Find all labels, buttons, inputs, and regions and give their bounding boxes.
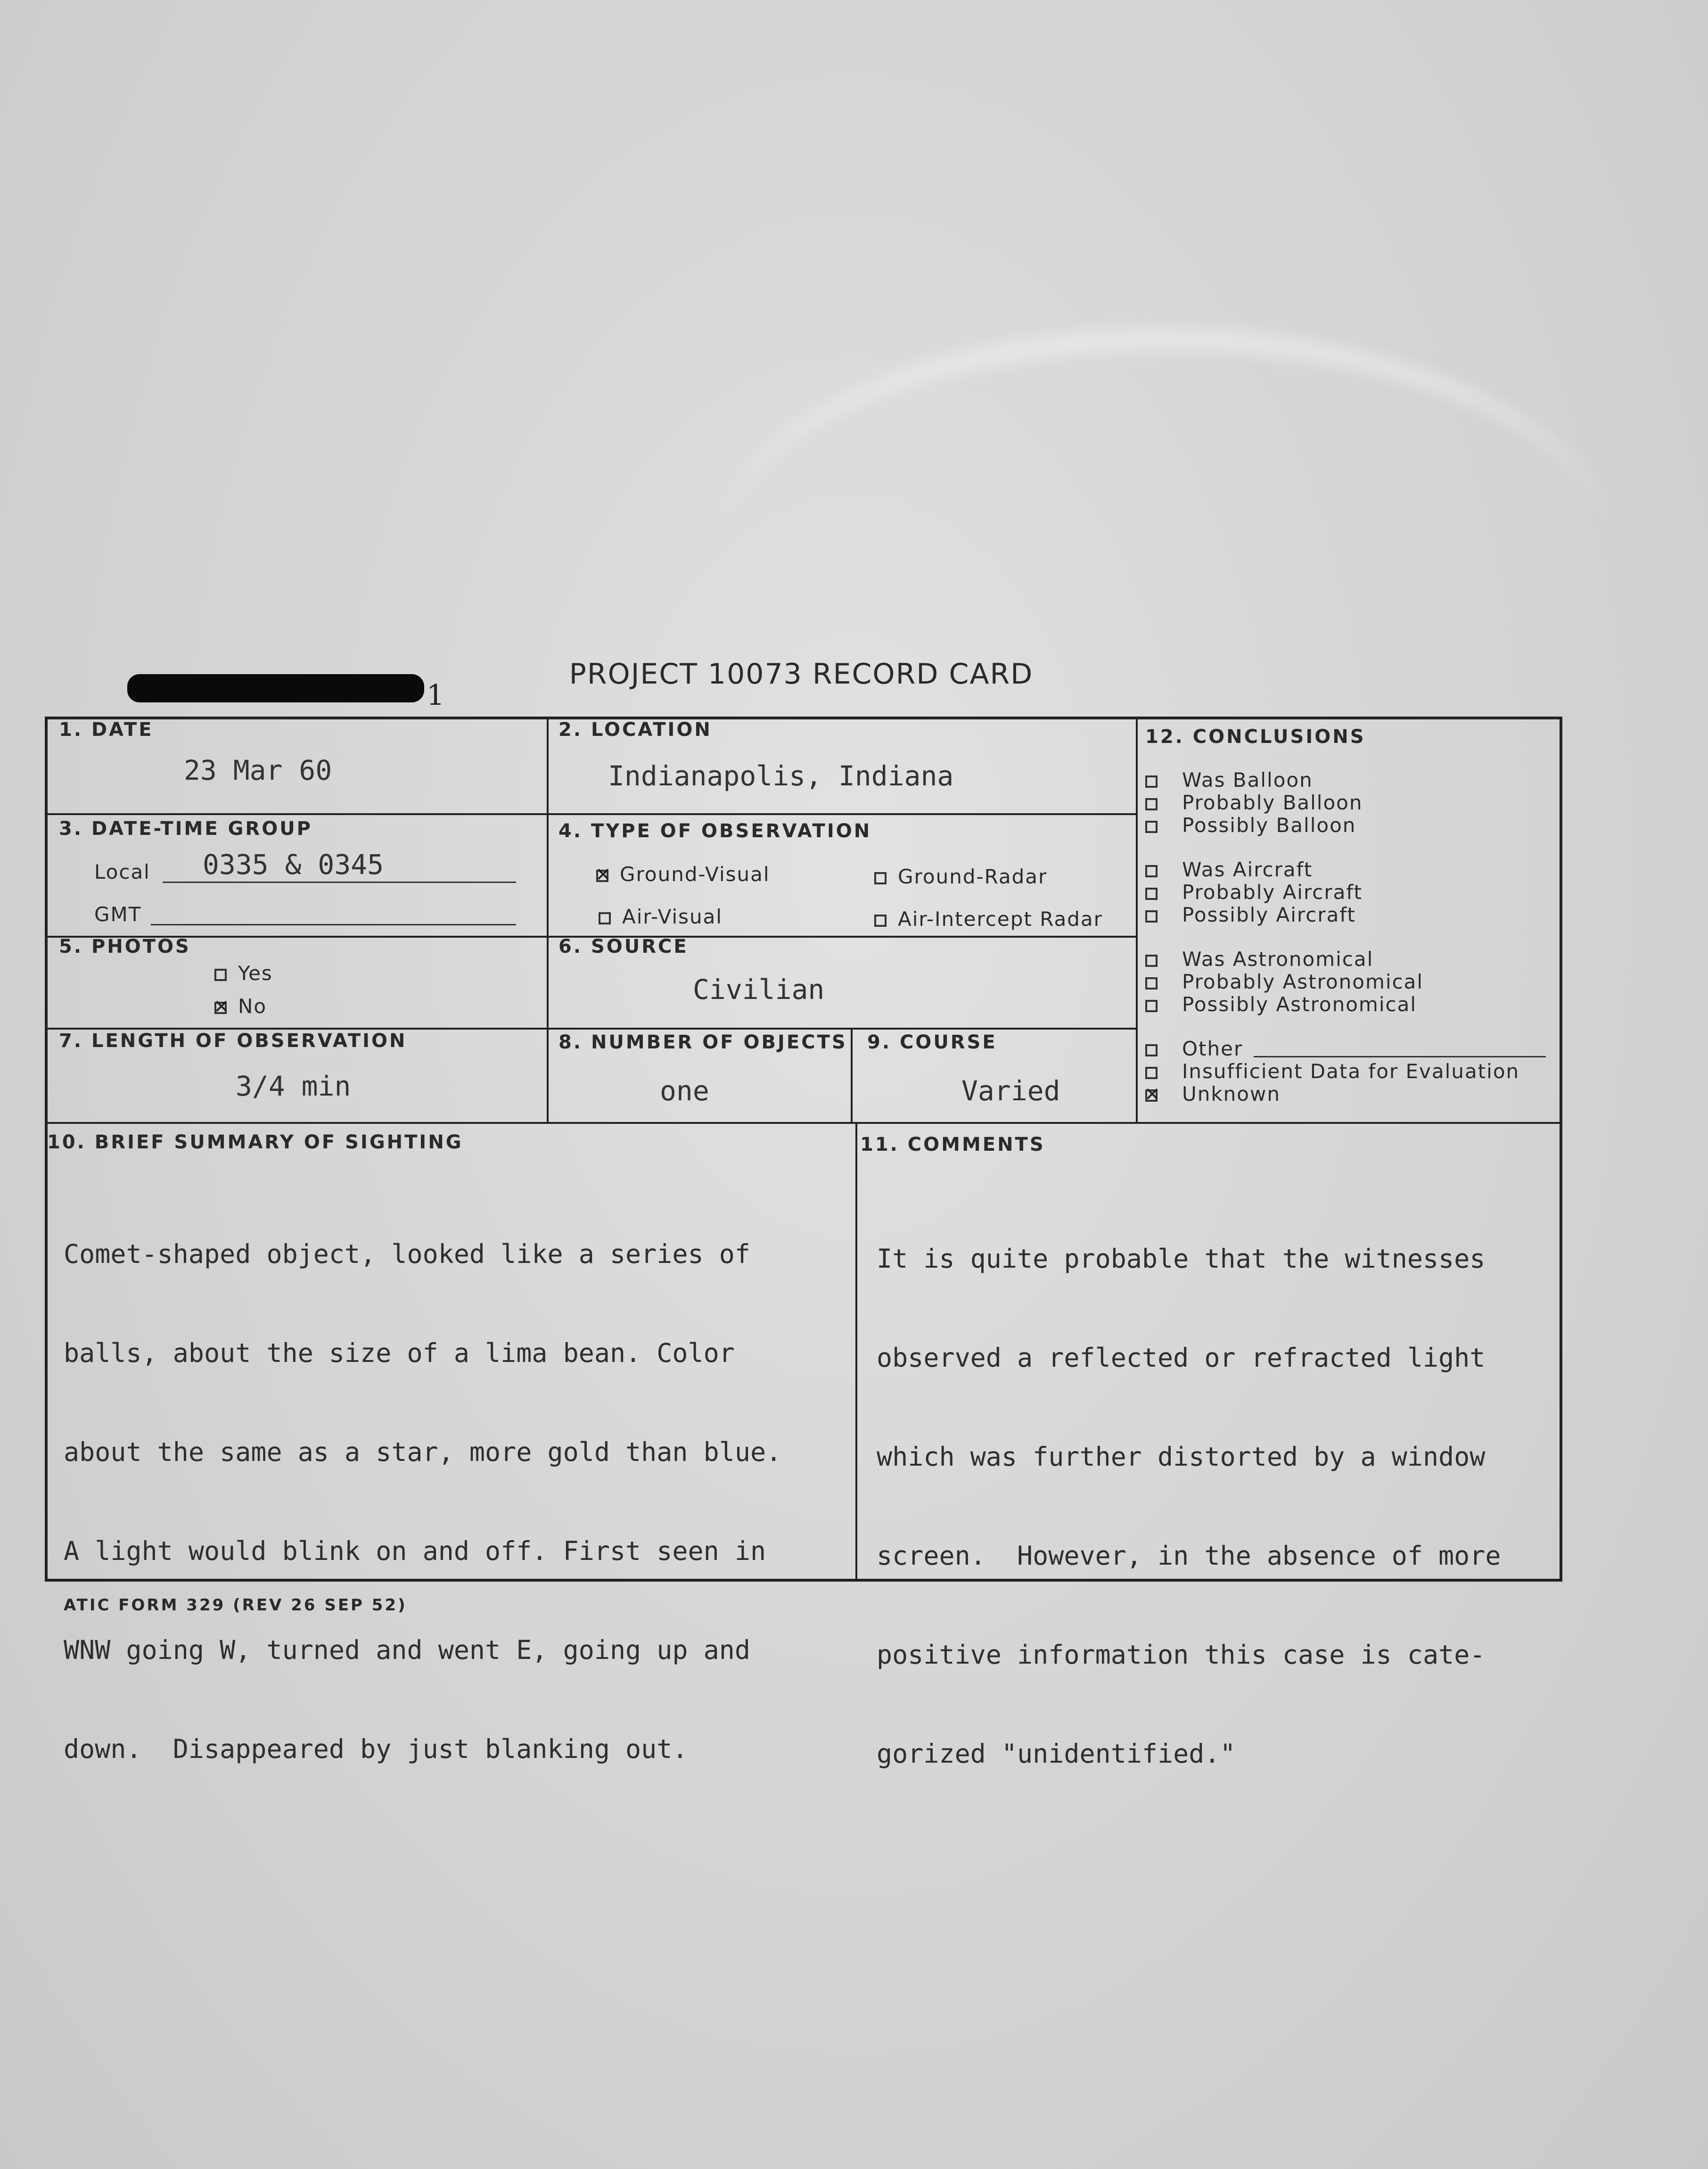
local-underline [163,882,516,883]
conclusion-possibly-astronomical[interactable] [1145,993,1417,1016]
checkbox[interactable] [1145,910,1158,923]
photos-label: 5. PHOTOS [59,936,191,957]
checkbox[interactable] [1145,1000,1158,1012]
source-label: 6. SOURCE [558,936,689,957]
redaction-tail: 1 [427,679,445,712]
grid-line [851,1028,853,1122]
conclusion-label: Was Aircraft [1182,858,1313,881]
conclusion-label: Was Balloon [1182,768,1313,792]
checkbox-checked[interactable] [214,1002,227,1014]
date-label: 1. DATE [59,719,154,741]
checkbox[interactable] [1145,1067,1158,1079]
checkbox[interactable] [1145,955,1158,967]
comments-line: which was further distorted by a window [877,1442,1486,1472]
local-label: Local [94,860,150,883]
checkbox-checked[interactable] [596,870,608,882]
conclusion-insufficient-data[interactable] [1145,1060,1519,1083]
gmt-underline [151,924,516,925]
form-id: ATIC FORM 329 (REV 26 SEP 52) [64,1596,407,1615]
checkbox[interactable] [1145,977,1158,990]
conclusion-probably-balloon[interactable] [1145,791,1363,814]
grid-line [45,813,1136,815]
checkbox[interactable] [1145,821,1158,833]
summary-label: 10. BRIEF SUMMARY OF SIGHTING [47,1131,463,1153]
summary-line: about the same as a star, more gold than blue. [64,1437,782,1467]
conclusion-was-astronomical[interactable] [1145,948,1373,971]
option-label: Ground-Visual [620,863,770,886]
conclusion-label: Possibly Astronomical [1182,993,1417,1016]
length-label: 7. LENGTH OF OBSERVATION [59,1030,407,1052]
course-label: 9. COURSE [867,1031,997,1053]
photos-no[interactable] [214,995,267,1018]
conclusion-label: Possibly Balloon [1182,814,1356,837]
length-value: 3/4 min [236,1070,351,1102]
conclusion-was-aircraft[interactable] [1145,858,1313,881]
grid-line [1136,717,1138,1122]
checkbox[interactable] [1145,775,1158,788]
summary-text [64,1171,781,1831]
summary-line: balls, about the size of a lima bean. Color [64,1338,735,1368]
conclusion-label: Probably Balloon [1182,791,1363,814]
summary-line: down. Disappeared by just blanking out. [64,1734,688,1764]
other-underline [1254,1056,1546,1057]
conclusion-label: Probably Aircraft [1182,881,1363,904]
grid-line [45,1122,1562,1124]
checkbox[interactable] [214,969,227,981]
location-value: Indianapolis, Indiana [608,760,954,792]
option-label: Air-Intercept Radar [898,907,1103,931]
conclusion-possibly-balloon[interactable] [1145,814,1356,837]
comments-line: screen. However, in the absence of more [877,1541,1501,1571]
photo-stain [716,330,1612,773]
card-title: PROJECT 10073 RECORD CARD [569,658,1034,691]
conclusion-probably-astronomical[interactable] [1145,970,1423,993]
grid-line [547,717,549,1122]
comments-line: gorized "unidentified." [877,1739,1236,1769]
conclusion-label: Was Astronomical [1182,948,1374,971]
grid-line [45,1028,1136,1030]
comments-line: positive information this case is cate- [877,1640,1486,1670]
checkbox[interactable] [874,915,887,927]
option-air-visual[interactable] [599,905,723,928]
checkbox[interactable] [599,912,611,924]
option-ground-radar[interactable] [874,865,1047,888]
objects-value: one [660,1075,709,1107]
conclusion-label: Insufficient Data for Evaluation [1182,1060,1520,1083]
option-air-intercept-radar[interactable] [874,907,1103,931]
conclusions-label: 12. CONCLUSIONS [1145,726,1366,748]
checkbox[interactable] [1145,1044,1158,1056]
gmt-label: GMT [94,903,142,926]
option-label: No [238,995,267,1018]
comments-line: observed a reflected or refracted light [877,1343,1486,1373]
course-value: Varied [961,1075,1060,1107]
grid-line [855,1122,857,1582]
dtg-label: 3. DATE-TIME GROUP [59,818,312,840]
conclusion-probably-aircraft[interactable] [1145,881,1363,904]
conclusion-label: Possibly Aircraft [1182,903,1356,926]
conclusion-unknown[interactable] [1145,1082,1281,1105]
comments-line: It is quite probable that the witnesses [877,1244,1486,1274]
option-label: Yes [238,962,273,985]
summary-line: A light would blink on and off. First seen in [64,1536,766,1566]
option-label: Air-Visual [622,905,723,928]
checkbox-checked[interactable] [1145,1089,1158,1102]
observation-type-label: 4. TYPE OF OBSERVATION [558,820,872,842]
conclusion-label: Unknown [1182,1082,1281,1105]
conclusion-label: Other [1182,1037,1243,1060]
conclusion-possibly-aircraft[interactable] [1145,903,1356,926]
checkbox[interactable] [1145,888,1158,900]
comments-text [877,1176,1501,1836]
summary-line: Comet-shaped object, looked like a series of [64,1239,750,1269]
conclusion-other[interactable] [1145,1037,1243,1060]
objects-label: 8. NUMBER OF OBJECTS [558,1031,847,1053]
checkbox[interactable] [1145,798,1158,810]
location-label: 2. LOCATION [558,719,712,741]
checkbox[interactable] [874,872,887,884]
date-value: 23 Mar 60 [184,754,332,786]
checkbox[interactable] [1145,865,1158,877]
conclusion-was-balloon[interactable] [1145,768,1313,792]
local-value: 0335 & 0345 [203,849,384,881]
redaction-bar [127,674,424,702]
source-value: Civilian [693,973,825,1006]
conclusion-label: Probably Astronomical [1182,970,1424,993]
photos-yes[interactable] [214,962,273,985]
option-ground-visual[interactable] [596,863,770,886]
summary-line: WNW going W, turned and went E, going up and [64,1635,750,1665]
comments-label: 11. COMMENTS [860,1134,1045,1155]
option-label: Ground-Radar [898,865,1048,888]
